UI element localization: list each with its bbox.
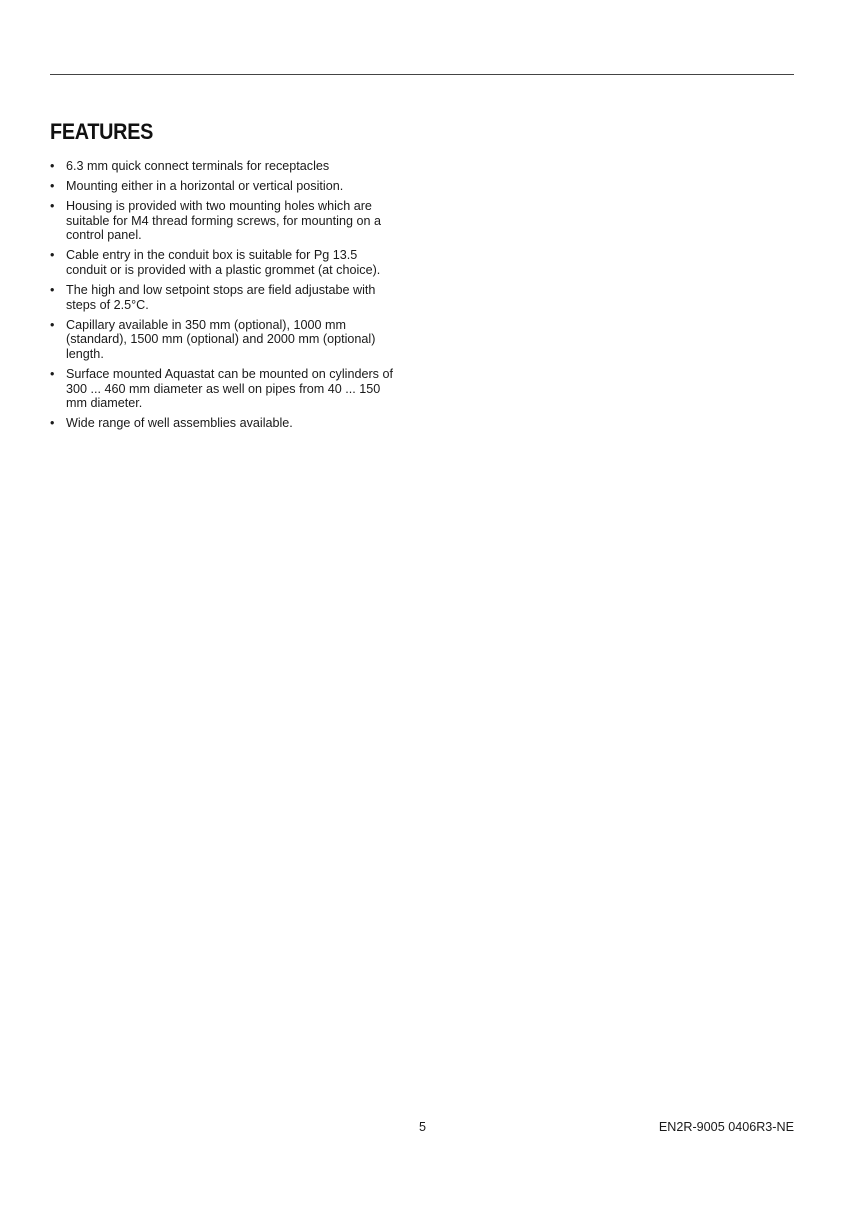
list-item (50, 283, 400, 312)
page-number: 5 (419, 1120, 427, 1134)
list-item (50, 318, 400, 362)
list-item (50, 159, 400, 174)
bullet-icon: • (50, 199, 55, 214)
feature-list (50, 159, 400, 437)
list-item (50, 367, 400, 411)
bullet-icon: • (50, 416, 55, 431)
document-code: EN2R-9005 0406R3-NE (658, 1120, 794, 1134)
bullet-icon: • (50, 159, 55, 173)
list-item-text: 6.3 mm quick connect terminals for receptacles (66, 159, 330, 173)
list-item (50, 416, 400, 431)
list-item (50, 199, 400, 243)
bullet-icon: • (50, 179, 55, 194)
list-item-text: Mounting either in a horizontal or vertical position. (66, 179, 344, 194)
bullet-icon: • (50, 367, 55, 382)
list-item-text: Housing is provided with two mounting holes which are suitable for M4 thread forming screws, for mounting on a control panel. (66, 199, 381, 243)
list-item-text: Surface mounted Aquastat can be mounted on cylinders of 300 ... 460 mm diameter as well on pipes from 40 ... 150 mm diameter. (66, 367, 393, 411)
bullet-icon: • (50, 317, 55, 332)
list-item-text: Wide range of well assemblies available. (66, 416, 293, 431)
bullet-icon: • (50, 248, 55, 263)
bullet-icon: • (50, 283, 55, 298)
header-divider (50, 74, 794, 75)
section-title: FEATURES (50, 119, 154, 144)
list-item-text: Capillary available in 350 mm (optional), 1000 mm (standard), 1500 mm (optional) and 2000 mm (optional) length. (66, 317, 376, 362)
list-item-text: Cable entry in the conduit box is suitable for Pg 13.5 conduit or is provided with a plastic grommet (at choice). (66, 248, 381, 278)
list-item (50, 248, 400, 277)
list-item-text: The high and low setpoint stops are field adjustabe with steps of 2.5°C. (66, 283, 376, 312)
list-item (50, 179, 400, 194)
